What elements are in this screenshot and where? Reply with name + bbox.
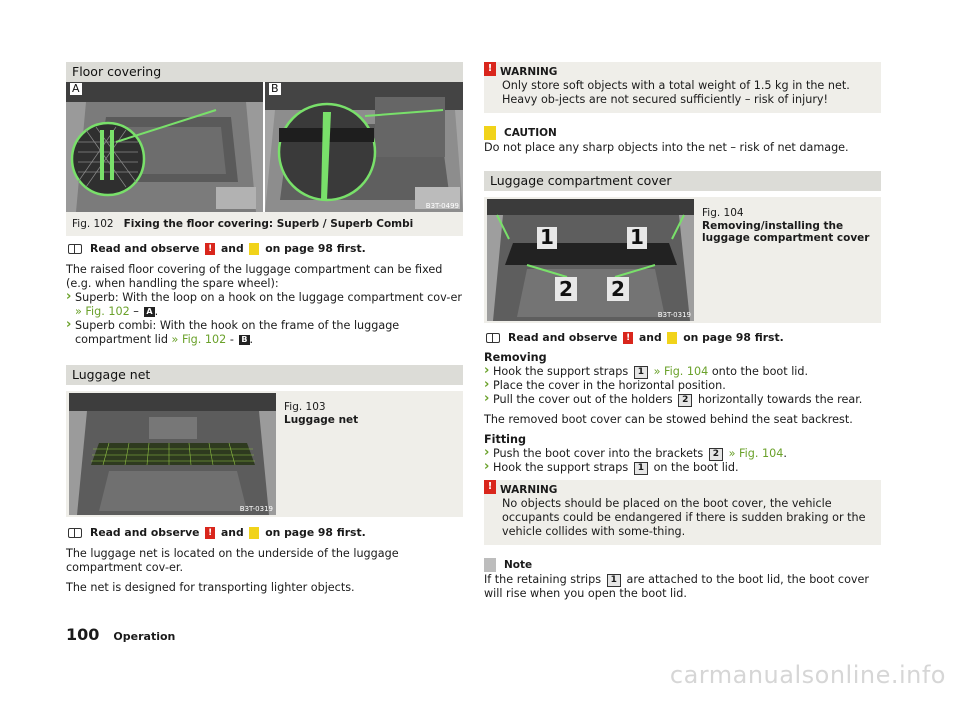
figure-caption (66, 212, 463, 236)
page-number: 100 (66, 625, 100, 644)
read-prefix: Read and observe (90, 242, 200, 255)
fig-104-link[interactable]: » Fig. 104 (728, 447, 784, 460)
figure-102-image-b (265, 82, 463, 212)
figure-caption-text: Fixing the floor covering: Superb / Superb Combi (123, 218, 414, 230)
caution-icon (484, 126, 496, 140)
note-label: Note (504, 559, 533, 571)
step-text: Hook the support straps (493, 461, 629, 474)
step-text: Pull the cover out of the holders (493, 393, 673, 406)
caution-label: CAUTION (504, 127, 557, 139)
figure-103 (66, 391, 463, 517)
read-observe-line (66, 525, 463, 541)
watermark: carmanualsonline.info (669, 661, 946, 689)
page-footer (66, 625, 176, 644)
bullet-text: Superb combi: With the hook on the frame of the luggage compartment lid (75, 319, 400, 346)
ref-separator: – (133, 305, 139, 318)
warning-icon: ! (623, 332, 633, 344)
ref-separator: - (229, 333, 234, 346)
callout-badge: 1 (634, 462, 648, 475)
warning-icon: ! (484, 480, 496, 494)
step-text: Push the boot cover into the brackets (493, 447, 704, 460)
warning-box-cover (484, 480, 881, 545)
net-paragraph-1: The luggage net is located on the underside of the luggage compartment cov-er. (66, 547, 399, 574)
read-and: and (638, 331, 662, 344)
note-icon (484, 558, 496, 572)
floor-bullet-combi: › Superb combi: With the hook on the frame of the luggage compartment lid » Fig. 102 - B . (66, 319, 463, 347)
warning-icon: ! (205, 527, 215, 539)
read-suffix: on page 98 first. (265, 242, 366, 255)
removing-heading: Removing (484, 351, 547, 364)
caution-text: Do not place any sharp objects into the net – risk of net damage. (484, 141, 849, 154)
read-and: and (220, 526, 244, 539)
fitting-heading: Fitting (484, 433, 526, 446)
figure-number: Fig. 102 (72, 218, 114, 230)
boot-floor-illustration (66, 82, 263, 212)
caution-icon (249, 527, 259, 539)
read-observe-line (66, 241, 463, 257)
figure-label-a: A (72, 82, 80, 95)
caution-icon (667, 332, 677, 344)
step-text: onto the boot lid. (711, 365, 809, 378)
floor-bullet-superb: › Superb: With the loop on a hook on the luggage compartment cov-er » Fig. 102 – A . (66, 291, 463, 319)
callout-badge: 2 (709, 448, 723, 461)
read-suffix: on page 98 first. (683, 331, 784, 344)
section-title-cover: Luggage compartment cover (484, 171, 881, 191)
floor-intro: The raised floor covering of the luggage compartment can be fixed (e.g. when handling the spare wheel): (66, 263, 443, 290)
figure-label-b: B (271, 82, 279, 95)
label-b-badge: B (241, 335, 248, 344)
step-text: . (783, 447, 787, 460)
section-title-luggage-net: Luggage net (66, 365, 463, 385)
caution-header (484, 125, 881, 141)
callout-1-left: 1 (540, 225, 554, 249)
note-header (484, 557, 881, 573)
callout-badge: 1 (634, 366, 648, 379)
figure-code: B3T-0319 (239, 505, 273, 513)
warning-label: WARNING (500, 484, 558, 496)
read-observe-line (484, 330, 881, 346)
stowed-paragraph: The removed boot cover can be stowed behind the seat backrest. (484, 413, 853, 426)
fitting-step-2 (484, 461, 881, 475)
section-title-floor-covering: Floor covering (66, 62, 463, 82)
warning-text: No objects should be placed on the boot cover, the vehicle occupants could be endangered if there is sudden braking or the vehicle collides with some-thing. (502, 497, 866, 538)
figure-102-image-a (66, 82, 263, 212)
chapter-title: Operation (113, 630, 176, 643)
read-and: and (220, 242, 244, 255)
book-icon (486, 333, 500, 343)
boot-frame-illustration (265, 82, 463, 212)
warning-icon: ! (484, 62, 496, 76)
removing-step-3 (484, 393, 881, 407)
fitting-step-1 (484, 447, 881, 461)
right-column (484, 62, 881, 601)
callout-badge: 1 (607, 574, 621, 587)
net-paragraph-2: The net is designed for transporting lighter objects. (66, 581, 355, 594)
callout-2-right: 2 (611, 277, 625, 301)
warning-text: Only store soft objects with a total weight of 1.5 kg in the net. Heavy ob-jects are not secured sufficiently – risk of injury! (502, 79, 850, 106)
warning-icon: ! (205, 243, 215, 255)
label-a-badge: A (146, 307, 153, 316)
callout-badge: 2 (678, 394, 692, 407)
removing-step-1 (484, 365, 881, 379)
figure-code: B3T-0499 (425, 202, 459, 210)
left-column (66, 62, 463, 595)
figure-103-image (69, 393, 276, 515)
figure-number: Fig. 104 (702, 207, 744, 219)
figure-number: Fig. 103 (284, 401, 326, 413)
step-text: on the boot lid. (653, 461, 739, 474)
removing-step-2: › Place the cover in the horizontal position. (484, 379, 881, 393)
caution-block (484, 125, 881, 155)
note-text-post: are attached to the boot lid, the boot cover will rise when you open the boot lid. (484, 573, 870, 600)
note-text-pre: If the retaining strips (484, 573, 602, 586)
callout-2-left: 2 (559, 277, 573, 301)
step-text: horizontally towards the rear. (697, 393, 863, 406)
figure-104 (484, 197, 881, 323)
bullet-text: Superb: With the loop on a hook on the luggage compartment cov-er (75, 291, 462, 304)
figure-104-caption (702, 207, 872, 245)
warning-box-net (484, 62, 881, 113)
cover-illustration (487, 199, 694, 321)
figure-title: Luggage net (284, 413, 359, 426)
note-block (484, 557, 881, 601)
figure-104-image (487, 199, 694, 321)
read-prefix: Read and observe (508, 331, 618, 344)
luggage-net-illustration (69, 393, 276, 515)
read-prefix: Read and observe (90, 526, 200, 539)
read-suffix: on page 98 first. (265, 526, 366, 539)
warning-label: WARNING (500, 66, 558, 78)
step-text: Hook the support straps (493, 365, 629, 378)
figure-code: B3T-0319 (657, 311, 691, 319)
book-icon (68, 244, 82, 254)
figure-title: Removing/installing the luggage compartment cover (702, 219, 870, 244)
fig-104-link[interactable]: » Fig. 104 (653, 365, 709, 378)
note-text (484, 573, 881, 601)
figure-103-caption (284, 401, 358, 426)
figure-102 (66, 82, 463, 236)
fig-102-link[interactable]: » Fig. 102 (171, 333, 227, 346)
callout-1-right: 1 (630, 225, 644, 249)
book-icon (68, 528, 82, 538)
caution-icon (249, 243, 259, 255)
fig-102-link[interactable]: » Fig. 102 (75, 305, 130, 318)
